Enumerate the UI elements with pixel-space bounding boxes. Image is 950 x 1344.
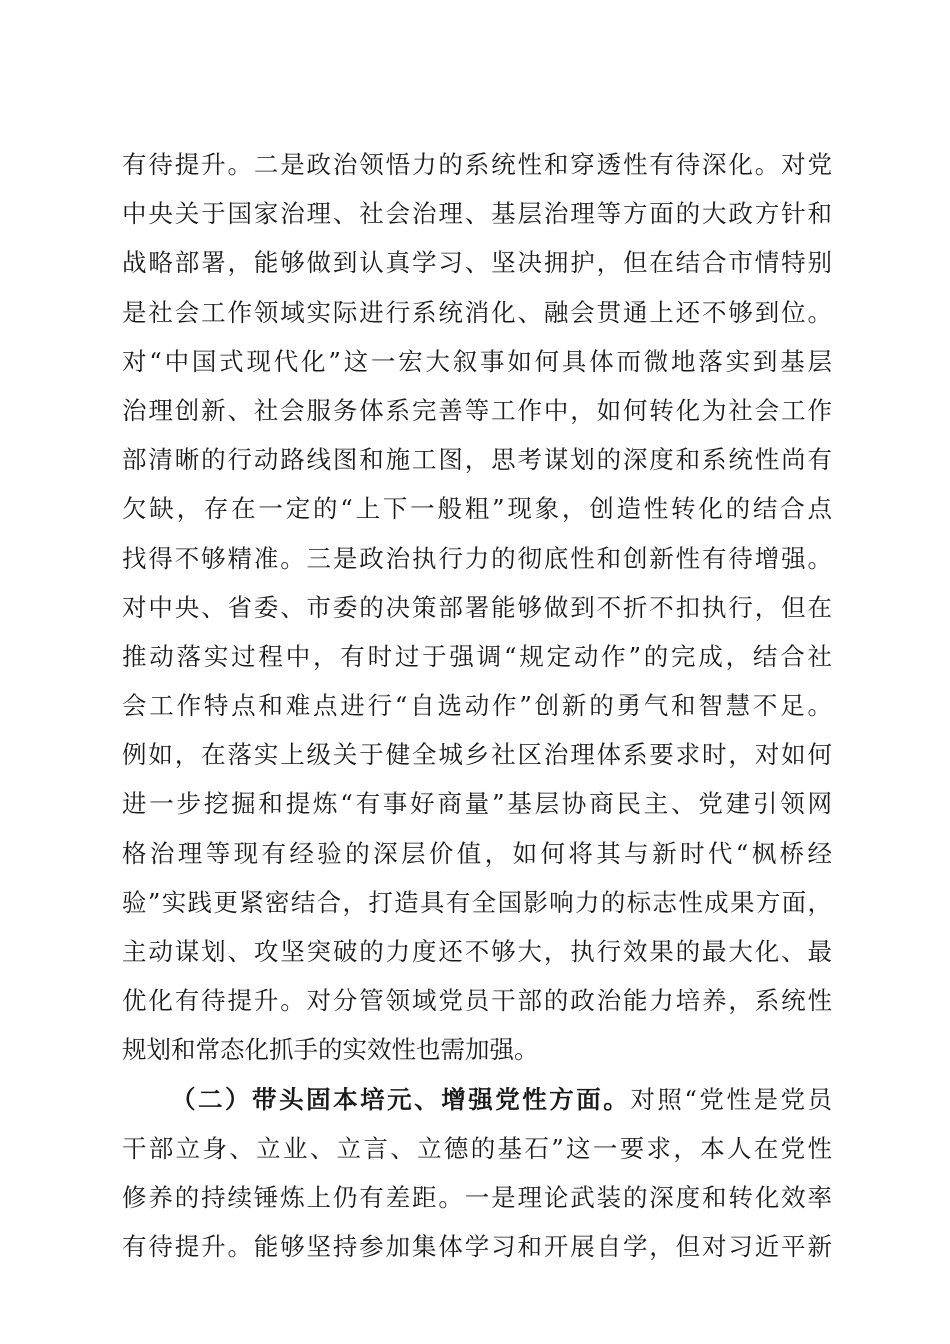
text-line: 优化有待提升。对分管领域党员干部的政治能力培养，系统性 <box>122 986 832 1016</box>
document-body <box>122 140 832 1271</box>
text-line: 干部立身、立业、立言、立德的基石”这一要求，本人在党性 <box>122 1133 832 1163</box>
text-line: 例如，在落实上级关于健全城乡社区治理体系要求时，对如何 <box>122 740 832 770</box>
text-line: 会工作特点和难点进行“自选动作”创新的勇气和智慧不足。 <box>122 691 832 721</box>
section-first-line-text: 对照“党性是党员 <box>630 1084 832 1114</box>
text-line: 主动谋划、攻坚突破的力度还不够大，执行效果的最大化、最 <box>122 937 832 966</box>
text-line: 格治理等现有经验的深层价值，如何将其与新时代“枫桥经 <box>122 838 832 868</box>
text-line: 欠缺，存在一定的“上下一般粗”现象，创造性转化的结合点 <box>122 494 832 524</box>
text-line: 部清晰的行动路线图和施工图，思考谋划的深度和系统性尚有 <box>122 445 832 475</box>
text-line: 中央关于国家治理、社会治理、基层治理等方面的大政方针和 <box>122 199 832 229</box>
section-heading: （二）带头固本培元、增强党性方面。 <box>171 1084 631 1114</box>
text-line: 治理创新、社会服务体系完善等工作中，如何转化为社会工作 <box>122 395 832 425</box>
text-line: 是社会工作领域实际进行系统消化、融会贯通上还不够到位。 <box>122 297 832 327</box>
text-line: 对中央、省委、市委的决策部署能够做到不折不扣执行，但在 <box>122 592 832 622</box>
text-line: 战略部署，能够做到认真学习、坚决拥护，但在结合市情特别 <box>122 248 832 278</box>
section-first-line <box>122 1075 832 1124</box>
text-line: 进一步挖掘和提炼“有事好商量”基层协商民主、党建引领网 <box>122 789 832 819</box>
text-line: 规划和常态化抓手的实效性也需加强。 <box>122 1035 539 1065</box>
text-line: 有待提升。二是政治领悟力的系统性和穿透性有待深化。对党 <box>122 150 832 179</box>
text-line: 验”实践更紧密结合，打造具有全国影响力的标志性成果方面， <box>122 887 832 917</box>
text-line: 推动落实过程中，有时过于强调“规定动作”的完成，结合社 <box>122 641 832 671</box>
text-line: 对“中国式现代化”这一宏大叙事如何具体而微地落实到基层 <box>122 346 832 376</box>
text-line: 修养的持续锤炼上仍有差距。一是理论武装的深度和转化效率 <box>122 1182 832 1212</box>
text-line: 有待提升。能够坚持参加集体学习和开展自学，但对习近平新 <box>122 1232 832 1262</box>
text-line: 找得不够精准。三是政治执行力的彻底性和创新性有待增强。 <box>122 543 832 573</box>
